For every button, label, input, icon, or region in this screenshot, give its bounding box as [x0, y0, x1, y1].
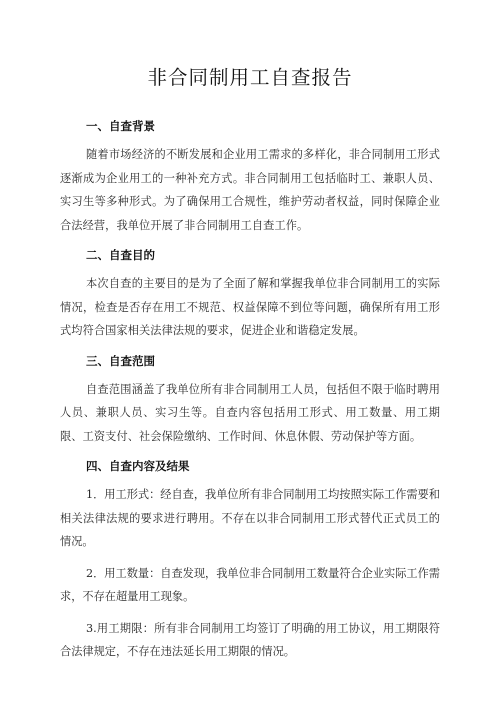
section-paragraph-purpose: 本次自查的主要目的是为了全面了解和掌握我单位非合同制用工的实际情况，检查是否存在用工不规范、权益保障不到位等问题，确保所有用工形式均符合国家相关法律法规的要求，促进企业和谐稳定发展。 [60, 277, 440, 337]
section-results [60, 458, 440, 664]
section-paragraph-scope: 自查范围涵盖了我单位所有非合同制用工人员，包括但不限于临时聘用人员、兼职人员、实习生等。自查内容包括用工形式、用工数量、用工期限、工资支付、社会保险缴纳、工作时间、休息休假、劳动保护等方面。 [60, 382, 440, 443]
section-heading-results: 四、自查内容及结果 [86, 459, 190, 473]
section-heading-scope: 三、自查范围 [86, 353, 155, 368]
section-heading-purpose: 二、自查目的 [86, 248, 155, 262]
section-heading-background: 一、自查背景 [86, 119, 155, 133]
result-item-employment-form: 1．用工形式：经自查，我单位所有非合同制用工均按照实际工作需要和相关法律法规的要求进行聘用。不存在以非合同制用工形式替代正式员工的情况。 [60, 488, 440, 548]
section-paragraph-background: 随着市场经济的不断发展和企业用工需求的多样化，非合同制用工形式逐渐成为企业用工的一种补充方式。非合同制用工包括临时工、兼职人员、实习生等多种形式。为了确保用工合规性，维护劳动者权益，同时保障企业合法经营，我单位开展了非合同制用工自查工作。 [60, 148, 440, 232]
section-scope [60, 353, 440, 449]
section-background [60, 118, 440, 237]
document-title: 非合同制用工自查报告 [147, 66, 353, 89]
section-purpose [60, 247, 440, 343]
result-item-employment-quantity: 2．用工数量：自查发现，我单位非合同制用工数量符合企业实际工作需求，不存在超量用工现象。 [60, 566, 440, 603]
result-item-employment-term: 3.用工期限：所有非合同制用工均签订了明确的用工协议，用工期限符合法律规定，不存在违法延长用工期限的情况。 [60, 621, 440, 658]
